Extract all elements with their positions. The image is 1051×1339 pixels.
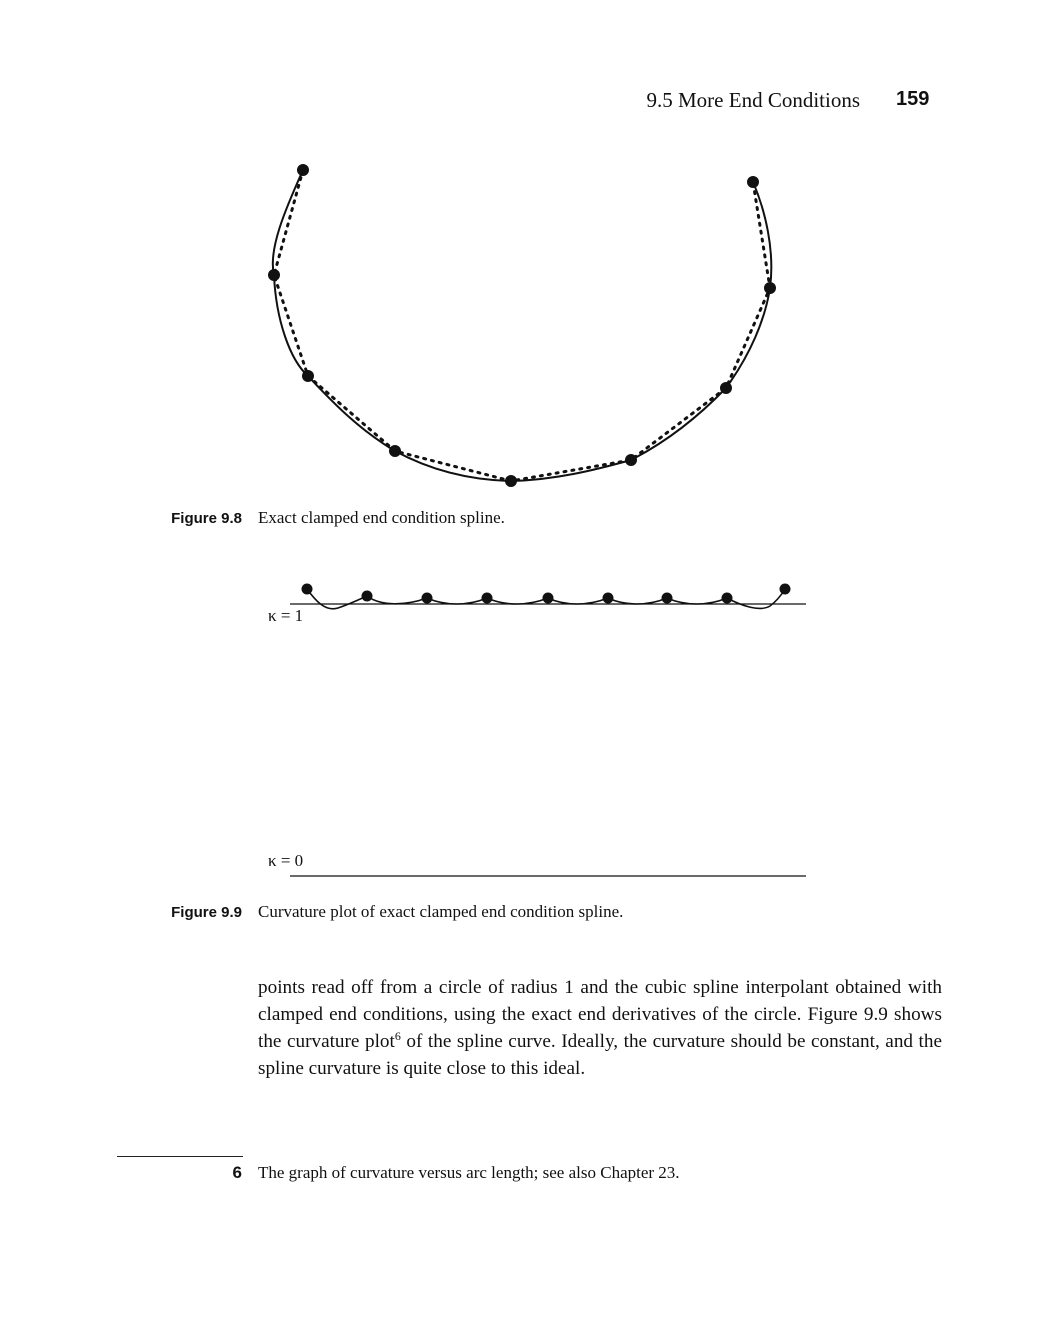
caption-text: Exact clamped end condition spline. [258,508,505,527]
curvature-point [422,593,433,604]
spline-curve [273,170,772,481]
footnote-ref[interactable]: 6 [394,1029,401,1043]
data-point [389,445,401,457]
curvature-point [662,593,673,604]
curvature-point [362,591,373,602]
footnote [140,1163,680,1183]
footnote-text: The graph of curvature versus arc length; see also Chapter 23. [258,1163,680,1182]
data-point [747,176,759,188]
page-number: 159 [896,88,930,110]
data-point [505,475,517,487]
curvature-point [543,593,554,604]
figure-label: Figure 9.9 [171,904,242,921]
curvature-point [302,584,313,595]
figure-9-8-drawing [268,164,776,487]
running-title: 9.5 More End Conditions [646,88,860,112]
data-point [625,454,637,466]
data-point [720,382,732,394]
footnote-rule [117,1156,243,1157]
kappa-one-label: κ = 1 [268,606,304,625]
control-polygon [274,170,770,481]
body-text-part-1: points read off from a circle of radius 1 and the cubic spline interpolant obtained with clamped end conditions, using the exact end derivatives of the circle. Figure 9.9 shows the curvature plot [258,977,942,1052]
curvature-point [722,593,733,604]
curvature-point [482,593,493,604]
curvature-point [780,584,791,595]
data-point [764,282,776,294]
footnote-number: 6 [232,1163,242,1182]
data-point [268,269,280,281]
caption-text: Curvature plot of exact clamped end condition spline. [258,902,624,921]
data-point [302,370,314,382]
figure-9-8-caption [140,508,505,528]
data-point [297,164,309,176]
figure-9-9-drawing [290,584,806,877]
figure-9-9-caption [140,902,623,922]
figure-label: Figure 9.8 [171,510,242,527]
curvature-point [603,593,614,604]
body-paragraph [258,974,942,1082]
body-text-part-2: of the spline curve. Ideally, the curvature should be constant, and the spline curvature is quite close to this ideal. [258,1031,942,1079]
kappa-zero-label: κ = 0 [268,851,304,870]
